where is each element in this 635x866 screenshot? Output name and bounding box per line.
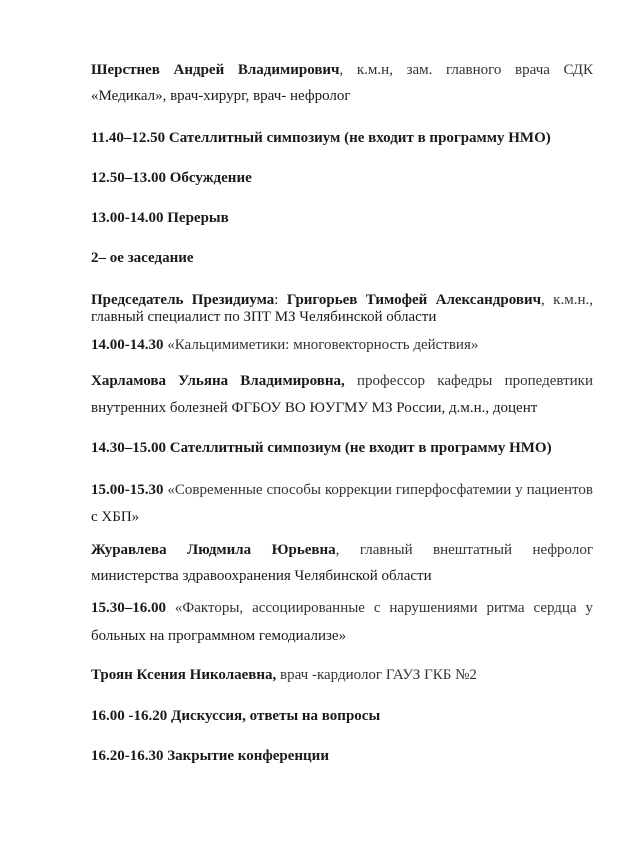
talk-time: 15.30–16.00: [91, 600, 166, 616]
speaker-title: , к.м.н, зам. главного врача СДК: [339, 62, 594, 78]
speaker-name: Шерстнев Андрей Владимирович: [91, 62, 340, 78]
talk-hyperphosphatemia: [91, 481, 593, 499]
session-satellite-2: [91, 439, 593, 457]
session-closing: [91, 747, 593, 765]
speaker-sherstnev-cont: «Медикал», врач-хирург, врач- нефролог: [91, 88, 351, 104]
session-discussion: [91, 169, 593, 187]
talk-heart-rhythm: [91, 599, 593, 617]
session-heading-2: [91, 249, 593, 267]
talk-calcimimetics: [91, 336, 593, 354]
speaker-zhuravleva: [91, 541, 593, 559]
presidium-chair-cont: главный специалист по ЗПТ МЗ Челябинской области: [91, 309, 437, 325]
talk-title: «Факторы, ассоциированные с нарушениями ритма сердца у: [166, 600, 593, 616]
speaker-name: Журавлева Людмила Юрьевна: [91, 542, 336, 558]
session-title: 14.30–15.00 Сателлитный симпозиум (не входит в программу НМО): [91, 440, 552, 456]
speaker-title: , главный внештатный нефролог: [335, 542, 593, 558]
session-title: 16.00 -16.20 Дискуссия, ответы на вопросы: [91, 708, 381, 724]
session-title: 16.20-16.30 Закрытие конференции: [91, 748, 329, 764]
session-title: 11.40–12.50 Сателлитный симпозиум (не входит в программу НМО): [91, 130, 551, 146]
talk-heart-rhythm-cont: больных на программном гемодиализе»: [91, 628, 347, 644]
talk-hyperphosphatemia-cont: с ХБП»: [91, 509, 140, 525]
session-break: [91, 209, 593, 227]
speaker-kharlamova-cont: внутренних болезней ФГБОУ ВО ЮУГМУ МЗ России, д.м.н., доцент: [91, 400, 538, 416]
speaker-kharlamova: [91, 372, 593, 390]
speaker-name: Харламова Ульяна Владимировна,: [91, 373, 345, 389]
speaker-zhuravleva-cont: министерства здравоохранения Челябинской области: [91, 568, 432, 584]
speaker-name: Троян Ксения Николаевна,: [91, 667, 277, 683]
talk-title: «Кальцимиметики: многовекторность действия»: [163, 337, 479, 353]
chair-name: Григорьев Тимофей Александрович: [286, 292, 542, 308]
session-title: 12.50–13.00 Обсуждение: [91, 170, 252, 186]
talk-time: 15.00-15.30: [91, 482, 164, 498]
talk-time: 14.00-14.30: [91, 337, 164, 353]
session-satellite-1: [91, 129, 593, 147]
session-title: 2– ое заседание: [91, 250, 194, 266]
session-qa: [91, 707, 593, 725]
speaker-sherstnev: [91, 61, 593, 79]
chair-degree: , к.м.н.,: [541, 292, 593, 308]
chair-label: Председатель Президиума: [91, 292, 275, 308]
session-title: 13.00-14.00 Перерыв: [91, 210, 229, 226]
speaker-title: профессор кафедры пропедевтики: [344, 373, 593, 389]
talk-title: «Современные способы коррекции гиперфосфатемии у пациентов: [163, 482, 593, 498]
presidium-chair: [91, 291, 593, 309]
speaker-troyan: [91, 666, 593, 684]
speaker-title: врач -кардиолог ГАУЗ ГКБ №2: [276, 667, 477, 683]
separator: :: [274, 292, 287, 308]
